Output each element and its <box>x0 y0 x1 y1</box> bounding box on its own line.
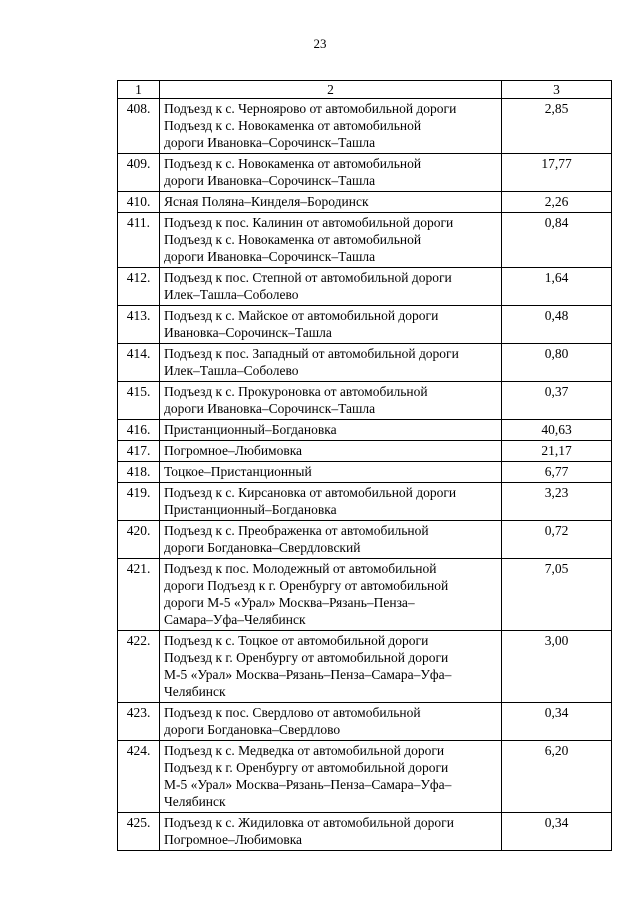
table-row <box>118 192 612 213</box>
road-name <box>160 741 502 813</box>
road-length: 0,37 <box>502 382 612 420</box>
table-row <box>118 631 612 703</box>
row-number: 424. <box>118 741 160 813</box>
table-row <box>118 382 612 420</box>
road-name-line: Пристанционный–Богдановка <box>164 422 337 437</box>
road-name-line: Подъезд к г. Оренбургу от автомобильной дороги <box>164 650 449 665</box>
road-name <box>160 703 502 741</box>
road-name-line: дороги Ивановка–Сорочинск–Ташла <box>164 135 376 150</box>
table-row <box>118 703 612 741</box>
road-name <box>160 99 502 154</box>
road-name-line: Подъезд к с. Жидиловка от автомобильной дороги <box>164 815 454 830</box>
road-name-line: Подъезд к с. Тоцкое от автомобильной дороги <box>164 633 429 648</box>
page-number: 23 <box>313 36 327 51</box>
table-row <box>118 99 612 154</box>
table-row <box>118 441 612 462</box>
table-row <box>118 741 612 813</box>
road-name-line: дороги М-5 «Урал» Москва–Рязань–Пенза– <box>164 595 415 610</box>
road-name-line: Ивановка–Сорочинск–Ташла <box>164 325 332 340</box>
road-name-line: М-5 «Урал» Москва–Рязань–Пенза–Самара–Уфа– <box>164 667 452 682</box>
row-number: 425. <box>118 813 160 851</box>
road-length: 0,34 <box>502 813 612 851</box>
road-name-line: Подъезд к пос. Молодежный от автомобильной <box>164 561 437 576</box>
road-name <box>160 154 502 192</box>
road-length: 40,63 <box>502 420 612 441</box>
road-name <box>160 559 502 631</box>
road-name-line: дороги Ивановка–Сорочинск–Ташла <box>164 173 376 188</box>
road-length: 1,64 <box>502 268 612 306</box>
road-name-line: М-5 «Урал» Москва–Рязань–Пенза–Самара–Уфа– <box>164 777 452 792</box>
table-row <box>118 462 612 483</box>
road-name-line: дороги Богдановка–Свердлово <box>164 722 341 737</box>
road-name <box>160 813 502 851</box>
road-length: 0,80 <box>502 344 612 382</box>
road-name-line: дороги Ивановка–Сорочинск–Ташла <box>164 401 376 416</box>
road-length: 17,77 <box>502 154 612 192</box>
road-length: 3,23 <box>502 483 612 521</box>
row-number: 408. <box>118 99 160 154</box>
road-name-line: Подъезд к пос. Свердлово от автомобильной <box>164 705 421 720</box>
road-name <box>160 213 502 268</box>
table-row <box>118 306 612 344</box>
row-number: 410. <box>118 192 160 213</box>
road-name-line: Подъезд к пос. Западный от автомобильной дороги <box>164 346 459 361</box>
road-name <box>160 631 502 703</box>
table-header-row <box>118 81 612 99</box>
road-name-line: Подъезд к с. Новокаменка от автомобильной <box>164 232 422 247</box>
road-name-line: Пристанционный–Богдановка <box>164 502 337 517</box>
road-name <box>160 382 502 420</box>
row-number: 422. <box>118 631 160 703</box>
row-number: 423. <box>118 703 160 741</box>
road-name-line: Подъезд к с. Новокаменка от автомобильной <box>164 156 422 171</box>
road-name <box>160 344 502 382</box>
roads-table <box>117 80 612 851</box>
road-name-line: Челябинск <box>164 684 226 699</box>
row-number: 415. <box>118 382 160 420</box>
road-name-line: Подъезд к с. Черноярово от автомобильной дороги <box>164 101 457 116</box>
table-row <box>118 268 612 306</box>
road-name-line: Самара–Уфа–Челябинск <box>164 612 306 627</box>
road-name <box>160 306 502 344</box>
road-name-line: Подъезд к пос. Калинин от автомобильной дороги <box>164 215 454 230</box>
road-name <box>160 192 502 213</box>
road-length: 21,17 <box>502 441 612 462</box>
table-body <box>118 99 612 851</box>
road-name-line: дороги Богдановка–Свердловский <box>164 540 361 555</box>
road-length: 2,85 <box>502 99 612 154</box>
road-length: 6,77 <box>502 462 612 483</box>
road-name-line: Погромное–Любимовка <box>164 832 303 847</box>
table-row <box>118 213 612 268</box>
road-name-line: Подъезд к пос. Степной от автомобильной дороги <box>164 270 452 285</box>
road-name <box>160 462 502 483</box>
table-row <box>118 559 612 631</box>
row-number: 409. <box>118 154 160 192</box>
road-length: 0,34 <box>502 703 612 741</box>
road-name-line: Подъезд к с. Кирсановка от автомобильной дороги <box>164 485 457 500</box>
road-length: 0,84 <box>502 213 612 268</box>
road-name-line: Челябинск <box>164 794 226 809</box>
road-name <box>160 483 502 521</box>
table-row <box>118 344 612 382</box>
road-name-line: дороги Подъезд к г. Оренбургу от автомобильной <box>164 578 449 593</box>
table-row <box>118 483 612 521</box>
road-name-line: Подъезд к с. Преображенка от автомобильной <box>164 523 429 538</box>
row-number: 419. <box>118 483 160 521</box>
road-name <box>160 268 502 306</box>
road-length: 0,72 <box>502 521 612 559</box>
road-name-line: Подъезд к с. Медведка от автомобильной дороги <box>164 743 445 758</box>
row-number: 414. <box>118 344 160 382</box>
table-row <box>118 813 612 851</box>
column-header-name: 2 <box>160 81 502 99</box>
road-length: 6,20 <box>502 741 612 813</box>
road-length: 7,05 <box>502 559 612 631</box>
row-number: 413. <box>118 306 160 344</box>
road-name-line: Погромное–Любимовка <box>164 443 303 458</box>
road-length: 0,48 <box>502 306 612 344</box>
column-header-number: 1 <box>118 81 160 99</box>
road-name <box>160 441 502 462</box>
row-number: 418. <box>118 462 160 483</box>
row-number: 420. <box>118 521 160 559</box>
road-name-line: Илек–Ташла–Соболево <box>164 363 299 378</box>
row-number: 421. <box>118 559 160 631</box>
row-number: 412. <box>118 268 160 306</box>
road-name-line: дороги Ивановка–Сорочинск–Ташла <box>164 249 376 264</box>
road-name <box>160 420 502 441</box>
row-number: 417. <box>118 441 160 462</box>
road-name-line: Тоцкое–Пристанционный <box>164 464 312 479</box>
road-name-line: Подъезд к г. Оренбургу от автомобильной дороги <box>164 760 449 775</box>
road-name-line: Ясная Поляна–Кинделя–Бородинск <box>164 194 369 209</box>
row-number: 411. <box>118 213 160 268</box>
road-name-line: Подъезд к с. Новокаменка от автомобильной <box>164 118 422 133</box>
table-row <box>118 154 612 192</box>
table-row <box>118 420 612 441</box>
row-number: 416. <box>118 420 160 441</box>
road-name-line: Илек–Ташла–Соболево <box>164 287 299 302</box>
road-name-line: Подъезд к с. Майское от автомобильной дороги <box>164 308 439 323</box>
road-name-line: Подъезд к с. Прокуроновка от автомобильной <box>164 384 428 399</box>
table-row <box>118 521 612 559</box>
column-header-length: 3 <box>502 81 612 99</box>
road-length: 2,26 <box>502 192 612 213</box>
road-length: 3,00 <box>502 631 612 703</box>
road-name <box>160 521 502 559</box>
